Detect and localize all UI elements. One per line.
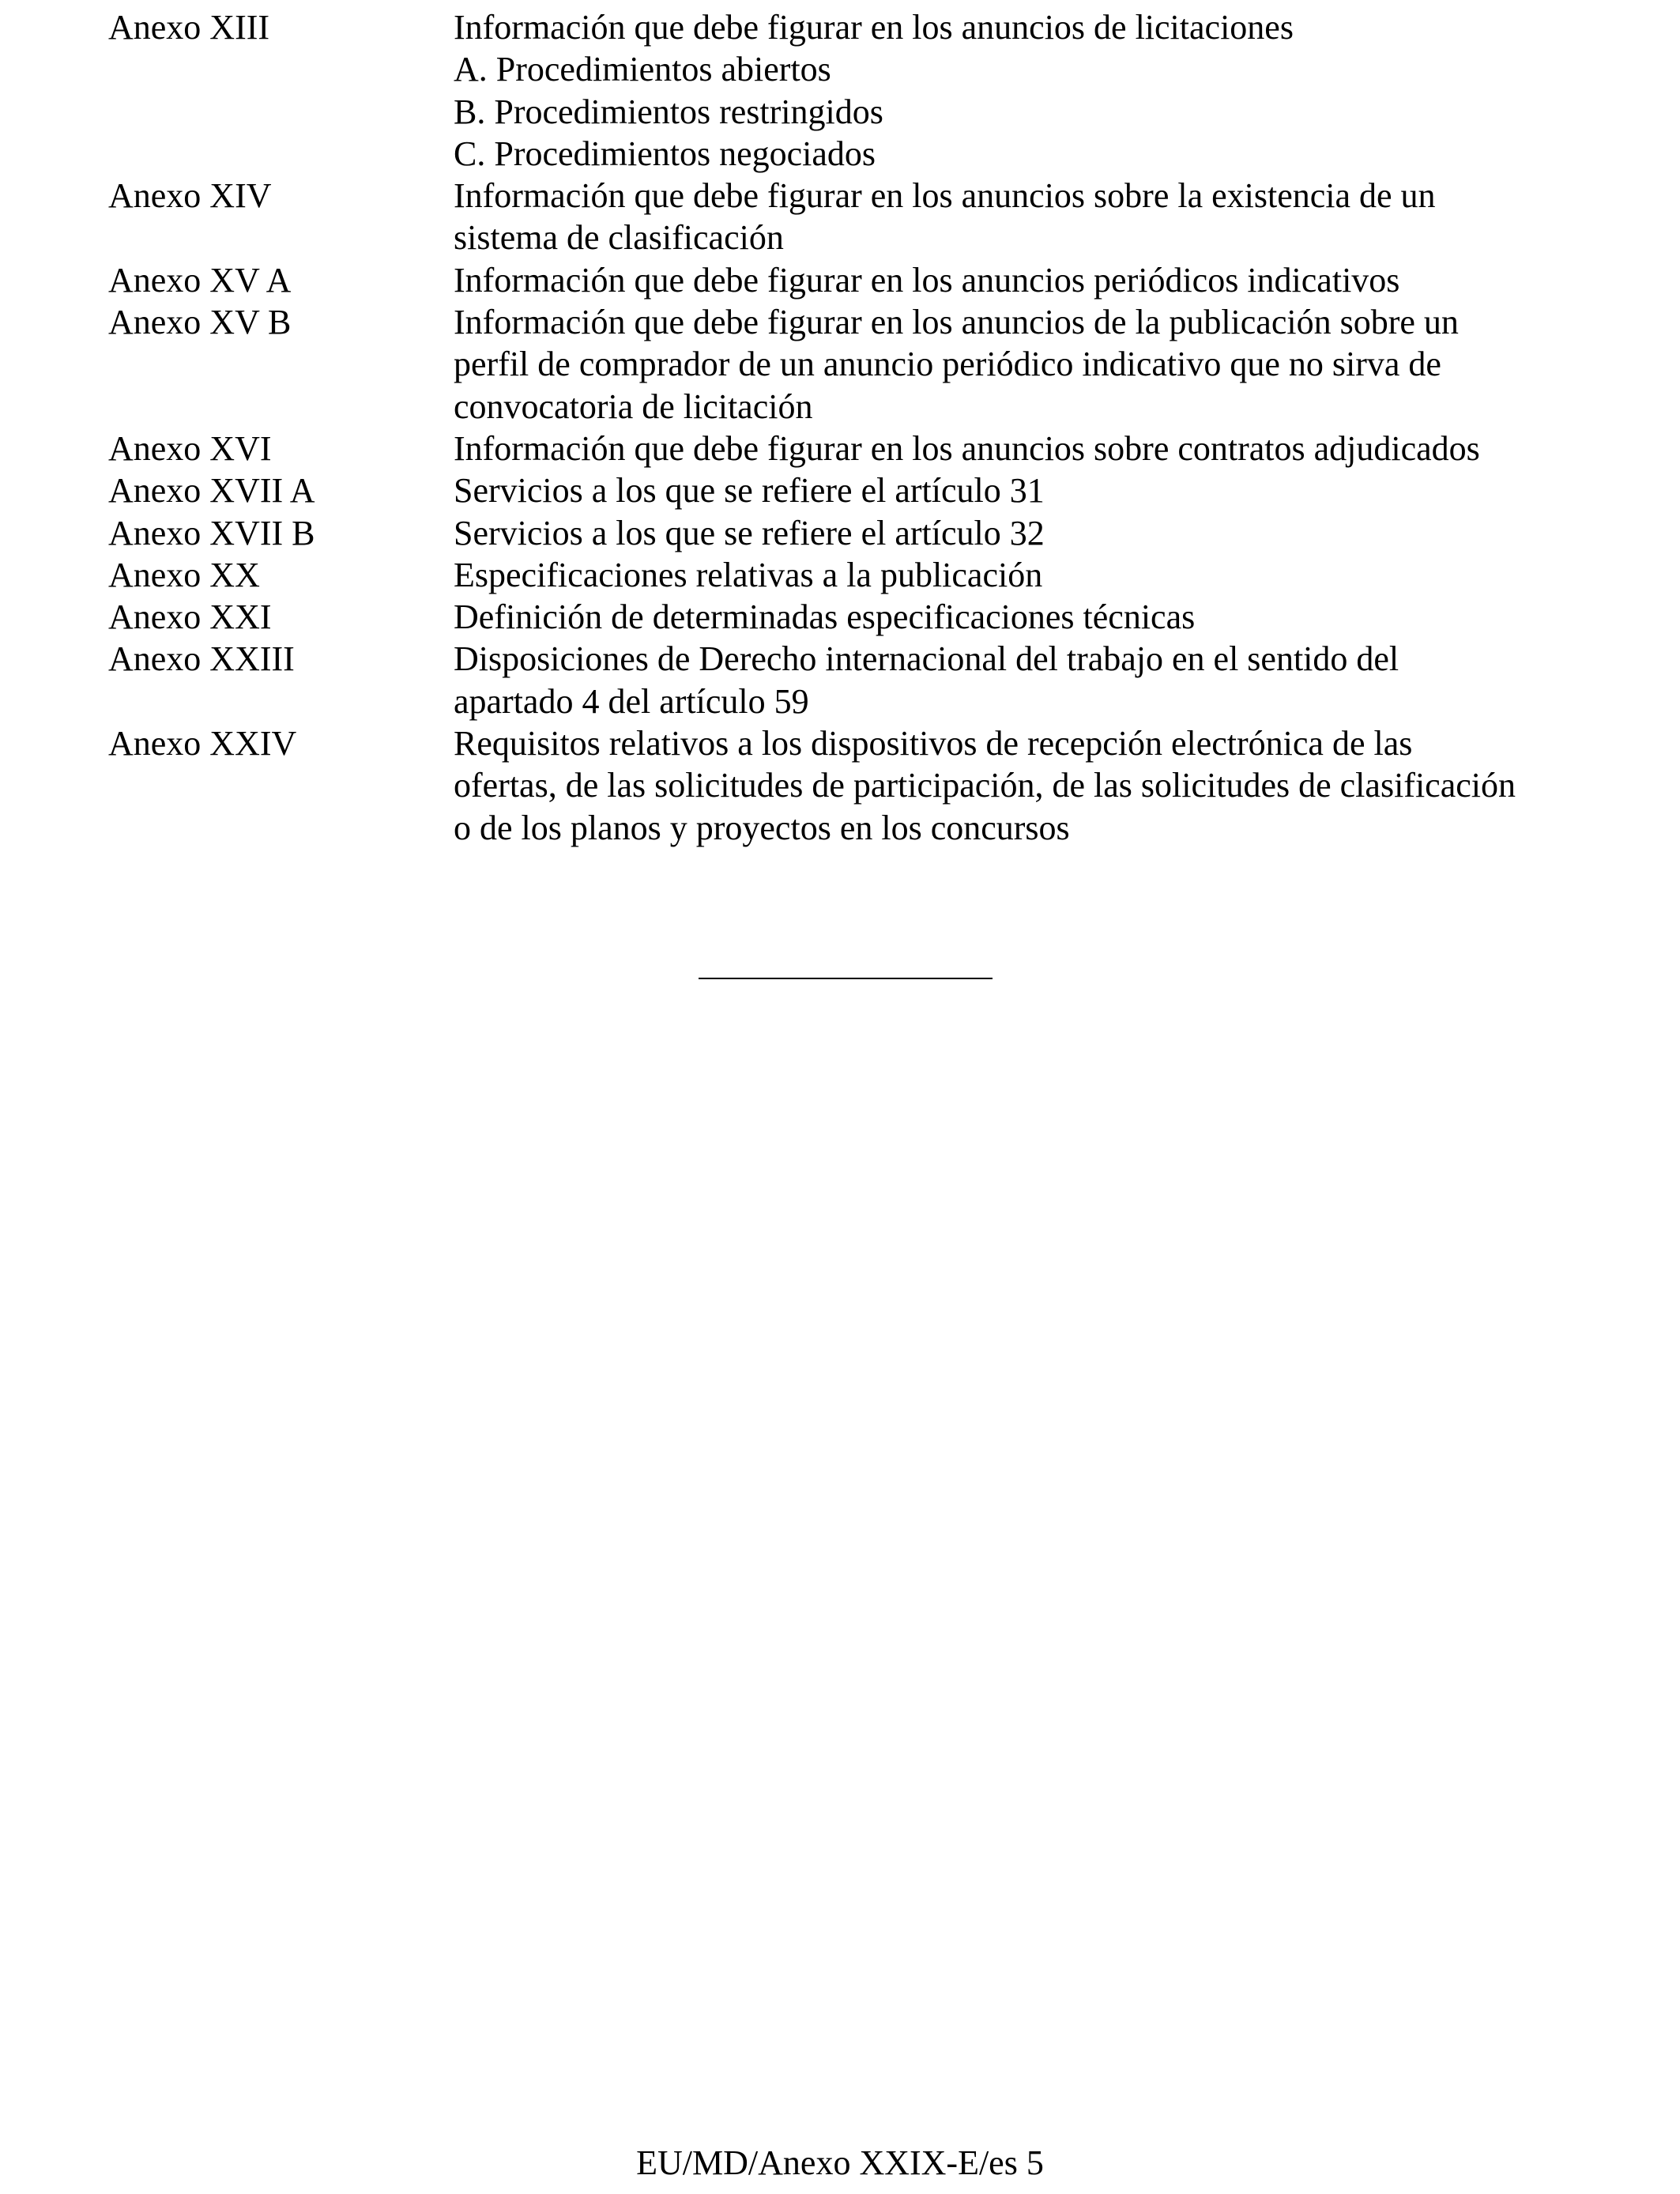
- annex-description: [454, 596, 1610, 638]
- page-footer-reference: EU/MD/Anexo XXIX-E/es 5: [636, 2143, 1044, 2182]
- annex-row: [108, 6, 1610, 175]
- annex-label: Anexo XIV: [108, 176, 272, 216]
- annex-description: [454, 175, 1610, 259]
- annex-row: [108, 259, 1610, 301]
- annex-row: [108, 512, 1610, 554]
- annex-description: [454, 722, 1610, 849]
- annex-description-line: sistema de clasificación: [454, 218, 784, 258]
- annex-label: Anexo XV B: [108, 303, 292, 342]
- annex-row: [108, 301, 1610, 428]
- annex-description: [454, 638, 1610, 722]
- annex-description-line: convocatoria de licitación: [454, 386, 813, 426]
- annex-description-line: C. Procedimientos negociados: [454, 134, 876, 173]
- annex-description-line: ofertas, de las solicitudes de participación, de las solicitudes de clasificación: [454, 766, 1516, 805]
- annex-description: [454, 469, 1610, 511]
- annex-description-line: o de los planos y proyectos en los concursos: [454, 808, 1070, 847]
- annex-row: [108, 428, 1610, 469]
- annex-label: Anexo XIII: [108, 8, 270, 47]
- annex-description-line: apartado 4 del artículo 59: [454, 681, 809, 721]
- annex-description: [454, 301, 1610, 428]
- annex-label: Anexo XVII B: [108, 513, 315, 552]
- annex-description: [454, 6, 1610, 175]
- annex-description: [454, 554, 1610, 596]
- section-divider: [699, 978, 993, 979]
- annex-description: [454, 428, 1610, 469]
- annex-row: [108, 469, 1610, 511]
- annex-description-line: Información que debe figurar en los anuncios sobre la existencia de un: [454, 176, 1436, 216]
- annex-description: [454, 259, 1610, 301]
- annex-description-line: Definición de determinadas especificaciones técnicas: [454, 598, 1196, 637]
- annex-label: Anexo XXIII: [108, 639, 295, 679]
- annex-row: [108, 638, 1610, 722]
- annex-label: Anexo XXIV: [108, 724, 297, 763]
- annex-description-line: Especificaciones relativas a la publicación: [454, 555, 1043, 594]
- annex-description: [454, 512, 1610, 554]
- annex-description-line: Requisitos relativos a los dispositivos de recepción electrónica de las: [454, 724, 1413, 763]
- annex-description-line: perfil de comprador de un anuncio periódico indicativo que no sirva de: [454, 345, 1441, 384]
- annex-description-line: Servicios a los que se refiere el artículo 31: [454, 471, 1045, 511]
- annex-row: [108, 596, 1610, 638]
- annex-description-line: Información que debe figurar en los anuncios de la publicación sobre un: [454, 303, 1459, 342]
- annex-row: [108, 722, 1610, 849]
- annex-description-line: Disposiciones de Derecho internacional del trabajo en el sentido del: [454, 639, 1399, 679]
- annex-row: [108, 175, 1610, 259]
- annex-description-line: Servicios a los que se refiere el artículo 32: [454, 513, 1045, 552]
- annex-description-line: B. Procedimientos restringidos: [454, 92, 883, 131]
- annex-label: Anexo XVII A: [108, 471, 315, 511]
- annex-label: Anexo XXI: [108, 598, 272, 637]
- annex-description-line: Información que debe figurar en los anuncios periódicos indicativos: [454, 260, 1400, 300]
- annex-description-line: Información que debe figurar en los anuncios sobre contratos adjudicados: [454, 428, 1480, 468]
- annex-row: [108, 554, 1610, 596]
- annex-label: Anexo XV A: [108, 260, 292, 300]
- annex-description-line: A. Procedimientos abiertos: [454, 50, 831, 89]
- annex-label: Anexo XX: [108, 555, 260, 594]
- annex-label: Anexo XVI: [108, 428, 272, 468]
- annex-description-line: Información que debe figurar en los anuncios de licitaciones: [454, 8, 1294, 47]
- annex-list: [108, 6, 1610, 849]
